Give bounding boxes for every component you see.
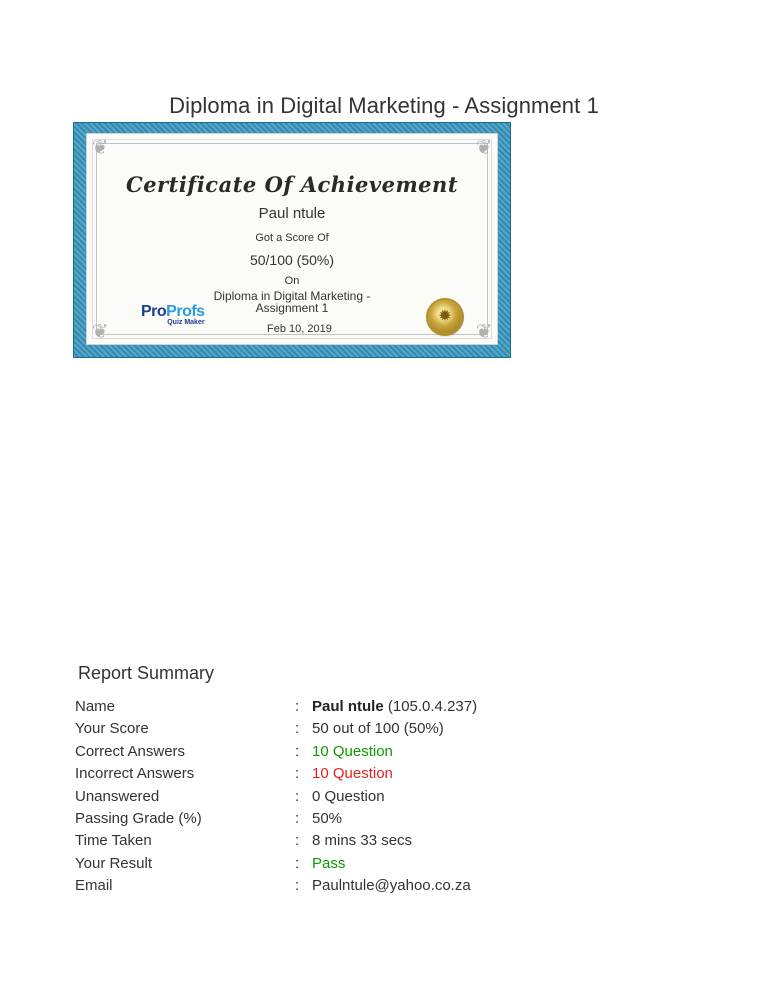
summary-label: Email bbox=[75, 877, 113, 895]
summary-colon: : bbox=[295, 698, 300, 715]
summary-colon: : bbox=[295, 832, 300, 850]
certificate-date: Feb 10, 2019 bbox=[267, 323, 332, 335]
corner-ornament-icon: ❦ bbox=[475, 135, 493, 159]
summary-value: 10 Question bbox=[312, 765, 393, 783]
seal-star-icon: ✹ bbox=[438, 308, 452, 325]
summary-value bbox=[312, 696, 477, 718]
corner-ornament-icon: ❦ bbox=[91, 135, 109, 159]
corner-ornament-icon: ❦ bbox=[475, 319, 493, 343]
summary-colon: : bbox=[295, 765, 300, 783]
proprofs-logo bbox=[141, 303, 205, 326]
summary-label: Passing Grade (%) bbox=[75, 809, 202, 827]
summary-value: Paulntule@yahoo.co.za bbox=[312, 877, 471, 895]
certificate-on: On bbox=[284, 275, 300, 287]
summary-row bbox=[75, 853, 715, 875]
certificate-name: Paul ntule bbox=[258, 205, 326, 222]
corner-ornament-icon: ❦ bbox=[91, 319, 109, 343]
summary-row bbox=[75, 763, 715, 785]
report-summary-table bbox=[75, 696, 715, 898]
summary-value: Pass bbox=[312, 854, 346, 872]
gold-seal-icon bbox=[428, 300, 462, 334]
summary-row bbox=[75, 741, 715, 763]
summary-row bbox=[75, 718, 715, 740]
certificate-score: 50/100 (50%) bbox=[249, 252, 335, 268]
summary-colon: : bbox=[295, 809, 300, 827]
page-title: Diploma in Digital Marketing - Assignment 1 bbox=[169, 93, 599, 118]
summary-row bbox=[75, 696, 715, 718]
summary-value: 50 out of 100 (50%) bbox=[312, 720, 444, 738]
summary-colon: : bbox=[295, 877, 300, 895]
summary-value: 8 mins 33 secs bbox=[312, 832, 413, 850]
summary-label: Time Taken bbox=[75, 832, 152, 850]
summary-label: Correct Answers bbox=[75, 742, 186, 760]
summary-row bbox=[75, 875, 715, 897]
summary-row bbox=[75, 786, 715, 808]
summary-label: Unanswered bbox=[75, 787, 160, 805]
certificate-paper bbox=[86, 133, 498, 345]
summary-label: Your Score bbox=[75, 720, 149, 738]
certificate-quiz-line2: Assignment 1 bbox=[255, 301, 329, 315]
report-summary-title: Report Summary bbox=[78, 663, 215, 683]
summary-label: Name bbox=[75, 698, 116, 715]
logo-profs: Profs bbox=[166, 303, 205, 320]
logo-subtitle: Quiz Maker bbox=[167, 319, 205, 326]
summary-value-bold: Paul ntule bbox=[312, 698, 384, 715]
certificate bbox=[73, 122, 511, 358]
summary-label: Your Result bbox=[75, 854, 152, 872]
summary-colon: : bbox=[295, 742, 300, 760]
summary-value: 50% bbox=[312, 809, 343, 827]
summary-row bbox=[75, 830, 715, 852]
logo-pro: Pro bbox=[141, 303, 167, 320]
summary-value: 0 Question bbox=[312, 787, 385, 805]
certificate-heading: Certificate Of Achievement bbox=[125, 172, 459, 197]
summary-label: Incorrect Answers bbox=[75, 765, 195, 783]
summary-colon: : bbox=[295, 720, 300, 738]
certificate-got-score: Got a Score Of bbox=[255, 232, 329, 244]
certificate-quiz-line1: Diploma in Digital Marketing - bbox=[213, 289, 371, 303]
summary-colon: : bbox=[295, 854, 300, 872]
summary-row bbox=[75, 808, 715, 830]
summary-value-extra: (105.0.4.237) bbox=[383, 698, 478, 715]
summary-colon: : bbox=[295, 787, 300, 805]
summary-value: 10 Question bbox=[312, 742, 393, 760]
